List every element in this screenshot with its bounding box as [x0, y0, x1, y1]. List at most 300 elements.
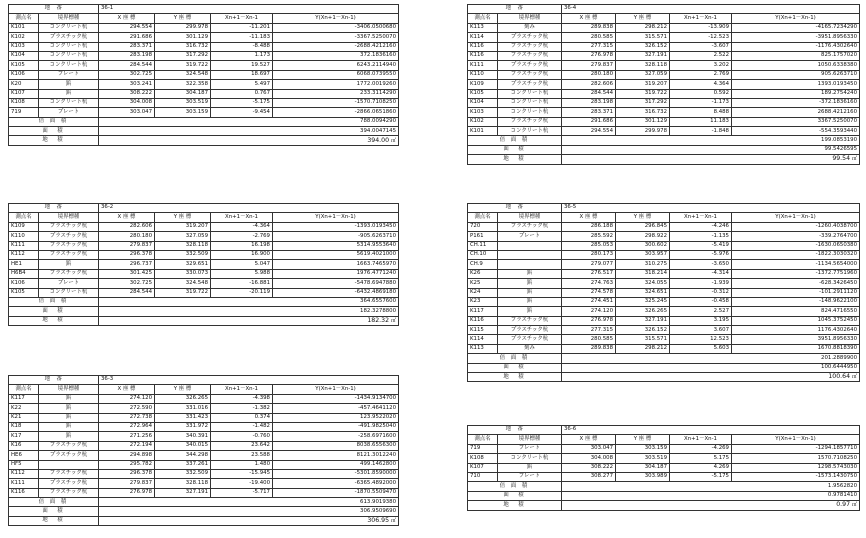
y-coord: 319.722: [155, 288, 211, 297]
y-product: 824.4716550: [732, 307, 860, 316]
x-diff: -4.314: [670, 269, 732, 278]
y-product: 123.9522020: [273, 413, 399, 422]
y-product: 6243.2114940: [273, 61, 399, 70]
y-product: 1050.6338380: [732, 61, 860, 70]
x-diff: 1.480: [211, 460, 273, 469]
x-coord: 283.198: [99, 51, 155, 60]
y-product: 6068.0739550: [273, 70, 399, 79]
header-marker: 境界標種: [39, 14, 99, 23]
y-product: 8121.3012240: [273, 451, 399, 460]
men-label: 面 積: [468, 363, 562, 372]
chi-label: 地 積: [9, 136, 99, 145]
y-coord: 316.732: [616, 108, 670, 117]
x-coord: 272.590: [99, 404, 155, 413]
x-diff: -1.482: [211, 422, 273, 431]
station-name: HE1: [9, 260, 39, 269]
y-coord: 326.152: [616, 326, 670, 335]
table-row: [468, 51, 860, 60]
station-name: K21: [9, 413, 39, 422]
table-row: [468, 232, 860, 241]
station-name: K110: [468, 70, 498, 79]
marker-type: コンクリート杭: [498, 127, 562, 136]
men-value: 182.3278800: [99, 307, 399, 316]
x-diff: -8.488: [211, 42, 273, 51]
y-coord: 326.265: [155, 394, 211, 403]
y-coord: 316.732: [155, 42, 211, 51]
table-row: [9, 61, 399, 70]
header-product: Y(Xn+1－Xn-1): [732, 435, 860, 444]
y-coord: 324.055: [616, 279, 670, 288]
marker-type: プラスチック杭: [39, 488, 99, 497]
y-coord: 340.015: [155, 441, 211, 450]
marker-type: プラスチック杭: [39, 232, 99, 241]
x-diff: -20.119: [211, 288, 273, 297]
table-row: [9, 80, 399, 89]
marker-type: 鋲: [498, 297, 562, 306]
station-name: K107: [9, 89, 39, 98]
x-coord: 303.241: [99, 80, 155, 89]
x-coord: 291.686: [562, 117, 616, 126]
station-name: K107: [468, 463, 498, 472]
x-diff: 11.183: [670, 117, 732, 126]
y-product: 5314.9553640: [273, 241, 399, 250]
x-coord: 274.763: [562, 279, 616, 288]
marker-type: プレート: [498, 444, 562, 453]
x-diff: 8.488: [670, 108, 732, 117]
header-x: X 座 標: [99, 213, 155, 222]
header-x: X 座 標: [99, 14, 155, 23]
x-diff: -15.945: [211, 469, 273, 478]
x-diff: 18.697: [211, 70, 273, 79]
y-product: 1298.5743030: [732, 463, 860, 472]
x-diff: -5.175: [211, 98, 273, 107]
table-row: [468, 297, 860, 306]
station-name: CH.11: [468, 241, 498, 250]
x-diff: -0.458: [670, 297, 732, 306]
header-station: 測点名: [9, 213, 39, 222]
y-coord: 304.187: [616, 463, 670, 472]
x-diff: -1.382: [211, 404, 273, 413]
y-coord: 330.073: [155, 269, 211, 278]
y-product: -2688.4212160: [273, 42, 399, 51]
y-product: -1260.4038700: [732, 222, 860, 231]
table-row: [468, 463, 860, 472]
x-coord: 274.578: [562, 288, 616, 297]
station-name: CH.9: [468, 260, 498, 269]
block-36-4: [467, 4, 860, 165]
table-row: [468, 269, 860, 278]
header-y: Y 座 標: [155, 213, 211, 222]
header-station: 測点名: [468, 213, 498, 222]
y-coord: 303.989: [616, 472, 670, 481]
station-name: K24: [468, 288, 498, 297]
station-name: K114: [468, 33, 498, 42]
station-name: K22: [9, 404, 39, 413]
x-coord: 294.554: [99, 23, 155, 32]
bai-value: 613.9019380: [99, 498, 399, 507]
station-name: K103: [468, 108, 498, 117]
y-coord: 324.548: [155, 279, 211, 288]
x-diff: 19.527: [211, 61, 273, 70]
header-x: X 座 標: [562, 435, 616, 444]
y-product: -491.9825040: [273, 422, 399, 431]
header-y: Y 座 標: [155, 385, 211, 394]
table-row: [468, 279, 860, 288]
header-product: Y(Xn+1－Xn-1): [732, 14, 860, 23]
header-station: 測点名: [468, 14, 498, 23]
x-coord: 272.738: [99, 413, 155, 422]
x-coord: 274.451: [562, 297, 616, 306]
x-coord: 289.838: [562, 23, 616, 32]
x-coord: 280.585: [562, 33, 616, 42]
table-row: [9, 232, 399, 241]
men-label: 面 積: [9, 507, 99, 516]
y-coord: 327.059: [616, 70, 670, 79]
x-coord: 294.898: [99, 451, 155, 460]
y-product: -1134.5654000: [732, 260, 860, 269]
y-coord: 319.207: [616, 80, 670, 89]
y-coord: 317.292: [155, 51, 211, 60]
x-diff: -5.175: [670, 472, 732, 481]
x-coord: 289.838: [562, 344, 616, 353]
x-diff: -13.909: [670, 23, 732, 32]
x-diff: 5.497: [211, 80, 273, 89]
y-coord: 303.159: [155, 108, 211, 117]
marker-type: プラスチック杭: [498, 326, 562, 335]
marker-type: コンクリート杭: [498, 108, 562, 117]
chi-label: 地 積: [9, 516, 99, 525]
table-row: [9, 469, 399, 478]
station-name: K102: [9, 33, 39, 42]
station-name: HF5: [9, 460, 39, 469]
x-coord: 308.222: [562, 463, 616, 472]
table-row: [9, 108, 399, 117]
x-coord: 286.188: [562, 222, 616, 231]
bai-label: 倍 面 積: [9, 297, 99, 306]
x-coord: 295.782: [99, 460, 155, 469]
coordinate-table: [467, 4, 860, 165]
marker-type: 鋲: [39, 432, 99, 441]
marker-type: コンクリート杭: [39, 23, 99, 32]
chi-label: 地 積: [468, 501, 562, 510]
bai-value: 788.0094290: [99, 117, 399, 126]
x-diff: -2.769: [211, 232, 273, 241]
table-row: [9, 98, 399, 107]
table-row: [468, 80, 860, 89]
table-row: [468, 316, 860, 325]
station-name: K112: [9, 469, 39, 478]
y-product: -339.2764700: [732, 232, 860, 241]
marker-type: プラスチック杭: [39, 469, 99, 478]
x-coord: 301.425: [99, 269, 155, 278]
y-product: -6432.4869180: [273, 288, 399, 297]
station-name: K116: [468, 51, 498, 60]
x-coord: 304.008: [562, 454, 616, 463]
x-coord: 276.517: [562, 269, 616, 278]
x-coord: 274.120: [562, 307, 616, 316]
header-marker: 境界標種: [39, 213, 99, 222]
y-coord: 326.152: [616, 42, 670, 51]
y-coord: 332.509: [155, 469, 211, 478]
y-coord: 299.978: [616, 127, 670, 136]
marker-type: 鋲: [39, 394, 99, 403]
y-coord: 315.571: [616, 335, 670, 344]
header-x: X 座 標: [562, 213, 616, 222]
x-coord: 280.173: [562, 250, 616, 259]
station-name: P161: [468, 232, 498, 241]
marker-type: 鋲: [498, 288, 562, 297]
x-diff: -4.364: [211, 222, 273, 231]
marker-type: プラスチック杭: [498, 33, 562, 42]
header-dx: Xn+1－Xn-1: [670, 435, 732, 444]
marker-type: 鋲: [39, 413, 99, 422]
x-coord: 303.047: [562, 444, 616, 453]
men-label: 面 積: [468, 145, 562, 154]
x-coord: 284.544: [562, 89, 616, 98]
x-coord: 279.837: [562, 61, 616, 70]
y-coord: 296.845: [616, 222, 670, 231]
x-diff: -11.201: [211, 23, 273, 32]
x-coord: 272.964: [99, 422, 155, 431]
x-coord: 282.606: [99, 222, 155, 231]
chiban-label: 地 番: [468, 204, 562, 213]
y-coord: 298.922: [616, 232, 670, 241]
marker-type: プラスチック杭: [39, 479, 99, 488]
table-row: [468, 89, 860, 98]
y-coord: 319.722: [616, 89, 670, 98]
x-coord: 279.077: [562, 260, 616, 269]
marker-type: プレート: [498, 232, 562, 241]
x-diff: -1.939: [670, 279, 732, 288]
y-product: -1870.5509470: [273, 488, 399, 497]
station-name: K109: [468, 80, 498, 89]
bai-label: 倍 面 積: [468, 354, 562, 363]
chiban-value: 36-3: [99, 376, 399, 385]
x-coord: 276.978: [562, 51, 616, 60]
header-station: 測点名: [9, 385, 39, 394]
coordinate-table: [8, 203, 399, 326]
y-coord: 303.159: [616, 444, 670, 453]
marker-type: 鋲: [39, 404, 99, 413]
station-name: K108: [468, 454, 498, 463]
table-row: [9, 479, 399, 488]
station-name: K101: [9, 23, 39, 32]
block-36-5: [467, 203, 860, 382]
table-row: [9, 23, 399, 32]
x-coord: 302.725: [99, 70, 155, 79]
y-product: 3951.8956330: [732, 335, 860, 344]
x-coord: 274.120: [99, 394, 155, 403]
y-product: 1045.3752450: [732, 316, 860, 325]
table-row: [468, 33, 860, 42]
y-product: 2688.4212160: [732, 108, 860, 117]
table-row: [468, 250, 860, 259]
table-row: [9, 260, 399, 269]
y-product: 1772.0019260: [273, 80, 399, 89]
station-name: K111: [9, 241, 39, 250]
marker-type: プラスチック杭: [498, 42, 562, 51]
y-product: 3367.5250070: [732, 117, 860, 126]
header-x: X 座 標: [562, 14, 616, 23]
station-name: K105: [468, 89, 498, 98]
y-product: -1434.9134700: [273, 394, 399, 403]
marker-type: プラスチック杭: [498, 335, 562, 344]
y-coord: 324.651: [616, 288, 670, 297]
station-name: K116: [468, 42, 498, 51]
y-product: -1176.4302640: [732, 42, 860, 51]
station-name: K108: [9, 98, 39, 107]
x-coord: 285.592: [562, 232, 616, 241]
station-name: K110: [9, 232, 39, 241]
x-diff: 5.047: [211, 260, 273, 269]
bai-value: 364.6557600: [99, 297, 399, 306]
bai-label: 倍 面 積: [468, 136, 562, 145]
y-product: -4165.7234290: [732, 23, 860, 32]
x-diff: -5.419: [670, 241, 732, 250]
y-coord: 329.651: [155, 260, 211, 269]
x-diff: 0.374: [211, 413, 273, 422]
station-name: K105: [9, 61, 39, 70]
x-coord: 308.222: [99, 89, 155, 98]
x-diff: -0.760: [211, 432, 273, 441]
block-36-3: [8, 375, 399, 526]
chiban-value: 36-6: [562, 426, 860, 435]
marker-type: プラスチック杭: [498, 222, 562, 231]
x-diff: -12.523: [670, 33, 732, 42]
station-name: K115: [468, 326, 498, 335]
marker-type: コンクリート杭: [39, 61, 99, 70]
bai-value: 1.9562820: [562, 482, 860, 491]
y-coord: 324.548: [155, 70, 211, 79]
chi-label: 地 積: [9, 316, 99, 325]
y-product: -258.6971600: [273, 432, 399, 441]
men-label: 面 積: [468, 491, 562, 500]
marker-type: プラスチック杭: [39, 222, 99, 231]
x-coord: 280.180: [99, 232, 155, 241]
station-name: HE6: [9, 451, 39, 460]
x-diff: -9.454: [211, 108, 273, 117]
table-row: [468, 288, 860, 297]
coordinate-table: [8, 4, 399, 146]
marker-type: プラスチック杭: [498, 51, 562, 60]
y-product: -3367.5250070: [273, 33, 399, 42]
table-row: [9, 269, 399, 278]
chi-value: 306.95 ㎡: [99, 516, 399, 525]
men-value: 394.0047145: [99, 127, 399, 136]
y-product: 825.1757020: [732, 51, 860, 60]
header-dx: Xn+1－Xn-1: [211, 213, 273, 222]
x-diff: 23.588: [211, 451, 273, 460]
x-coord: 304.008: [99, 98, 155, 107]
y-product: -101.2911120: [732, 288, 860, 297]
x-coord: 272.194: [99, 441, 155, 450]
coordinate-table: [8, 375, 399, 526]
station-name: K17: [9, 432, 39, 441]
station-name: K111: [468, 61, 498, 70]
y-coord: 322.358: [155, 80, 211, 89]
marker-type: プレート: [39, 108, 99, 117]
bai-label: 倍 面 積: [9, 117, 99, 126]
station-name: K20: [9, 80, 39, 89]
chiban-label: 地 番: [468, 426, 562, 435]
x-diff: 1.173: [211, 51, 273, 60]
header-product: Y(Xn+1－Xn-1): [732, 213, 860, 222]
station-name: K104: [468, 98, 498, 107]
block-36-1: [8, 4, 399, 146]
marker-type: コンクリート杭: [39, 51, 99, 60]
table-row: [468, 335, 860, 344]
chiban-value: 36-5: [562, 204, 860, 213]
marker-type: [39, 460, 99, 469]
station-name: K106: [9, 279, 39, 288]
table-row: [9, 250, 399, 259]
y-product: 1570.7108250: [732, 454, 860, 463]
y-product: -2866.0651860: [273, 108, 399, 117]
y-coord: 332.509: [155, 250, 211, 259]
marker-type: コンクリート杭: [498, 89, 562, 98]
y-coord: 340.391: [155, 432, 211, 441]
y-product: -3406.0500680: [273, 23, 399, 32]
table-row: [9, 451, 399, 460]
table-row: [9, 404, 399, 413]
y-product: 189.2754240: [732, 89, 860, 98]
station-name: K26: [468, 269, 498, 278]
header-y: Y 座 標: [616, 14, 670, 23]
table-row: [468, 61, 860, 70]
station-name: K25: [468, 279, 498, 288]
station-name: K113: [468, 344, 498, 353]
x-diff: 23.642: [211, 441, 273, 450]
station-name: K106: [9, 70, 39, 79]
y-product: 1393.0193450: [732, 80, 860, 89]
marker-type: 刻み: [498, 344, 562, 353]
header-y: Y 座 標: [616, 213, 670, 222]
x-diff: -0.312: [670, 288, 732, 297]
header-dx: Xn+1－Xn-1: [211, 14, 273, 23]
marker-type: 鋲: [498, 269, 562, 278]
y-product: -372.1836160: [732, 98, 860, 107]
y-coord: 318.214: [616, 269, 670, 278]
station-name: K103: [9, 42, 39, 51]
coordinate-table: [467, 203, 860, 382]
marker-type: 鋲: [498, 279, 562, 288]
y-product: -1822.3030320: [732, 250, 860, 259]
marker-type: プラスチック杭: [39, 269, 99, 278]
marker-type: [498, 241, 562, 250]
station-name: K117: [9, 394, 39, 403]
y-product: -6365.4892000: [273, 479, 399, 488]
y-coord: 299.978: [155, 23, 211, 32]
marker-type: プラスチック杭: [39, 451, 99, 460]
x-diff: 3.195: [670, 316, 732, 325]
station-name: K117: [468, 307, 498, 316]
x-diff: -4.246: [670, 222, 732, 231]
marker-type: 鋲: [39, 422, 99, 431]
marker-type: コンクリート杭: [39, 98, 99, 107]
station-name: K23: [468, 297, 498, 306]
marker-type: 鋲: [498, 307, 562, 316]
bai-value: 201.2889900: [562, 354, 860, 363]
marker-type: コンクリート杭: [498, 454, 562, 463]
table-row: [468, 98, 860, 107]
station-name: K112: [9, 250, 39, 259]
y-coord: 327.191: [616, 51, 670, 60]
y-product: -1630.0650380: [732, 241, 860, 250]
marker-type: [498, 260, 562, 269]
chi-value: 182.32 ㎡: [99, 316, 399, 325]
y-product: 905.6263710: [732, 70, 860, 79]
x-diff: 0.767: [211, 89, 273, 98]
